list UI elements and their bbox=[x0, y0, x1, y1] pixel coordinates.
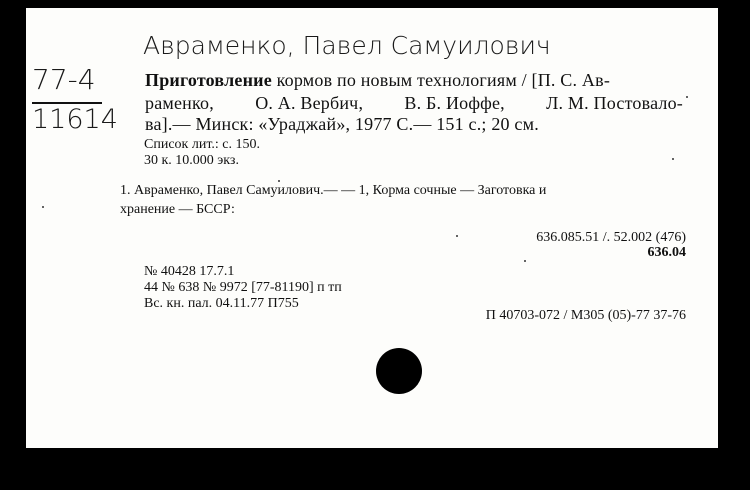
speck bbox=[456, 235, 458, 237]
speck bbox=[672, 158, 674, 160]
speck bbox=[42, 206, 44, 208]
speck bbox=[278, 180, 280, 182]
subjects-line-2: хранение — БССР: bbox=[120, 202, 235, 217]
catalog-card bbox=[26, 8, 718, 448]
udc-line-2: 636.04 bbox=[647, 245, 686, 260]
title-rest: кормов по новым технологиям / [П. С. Ав- bbox=[271, 70, 611, 90]
speck bbox=[686, 96, 688, 98]
punch-hole bbox=[376, 348, 422, 394]
title-line-3: ва].— Минск: «Ураджай», 1977 С.— 151 с.; 20 см. bbox=[145, 114, 539, 134]
title-bold: Приготовление bbox=[145, 70, 272, 90]
order-line: 44 № 638 № 9972 [77-81190] п тп bbox=[144, 280, 342, 295]
price-note: 30 к. 10.000 экз. bbox=[144, 153, 239, 168]
title-line-1 bbox=[145, 71, 610, 89]
print-date: Вс. кн. пал. 04.11.77 П755 bbox=[144, 296, 299, 311]
udc-line-1: 636.085.51 /. 52.002 (476) bbox=[536, 230, 686, 245]
author-segment-3: В. Б. Иоффе, bbox=[404, 93, 505, 113]
index-code: П 40703-072 / М305 (05)-77 37-76 bbox=[485, 308, 686, 323]
author-segment-1: раменко, bbox=[145, 93, 214, 113]
call-number-bottom: 11614 bbox=[32, 104, 118, 135]
subjects-line-1: 1. Авраменко, Павел Самуилович.— — 1, Корма сочные — Заготовка и bbox=[120, 183, 547, 198]
author-segment-4: Л. М. Постовало- bbox=[546, 93, 683, 113]
author-segment-2: О. А. Вербич, bbox=[255, 93, 364, 113]
title-line-2 bbox=[145, 94, 683, 112]
call-number-top: 77-4 bbox=[32, 63, 96, 96]
bibliography-note: Список лит.: с. 150. bbox=[144, 137, 260, 152]
speck bbox=[524, 260, 526, 262]
record-number: № 40428 17.7.1 bbox=[144, 264, 235, 279]
handwritten-author: Авраменко, Павел Самуилович bbox=[143, 31, 551, 60]
